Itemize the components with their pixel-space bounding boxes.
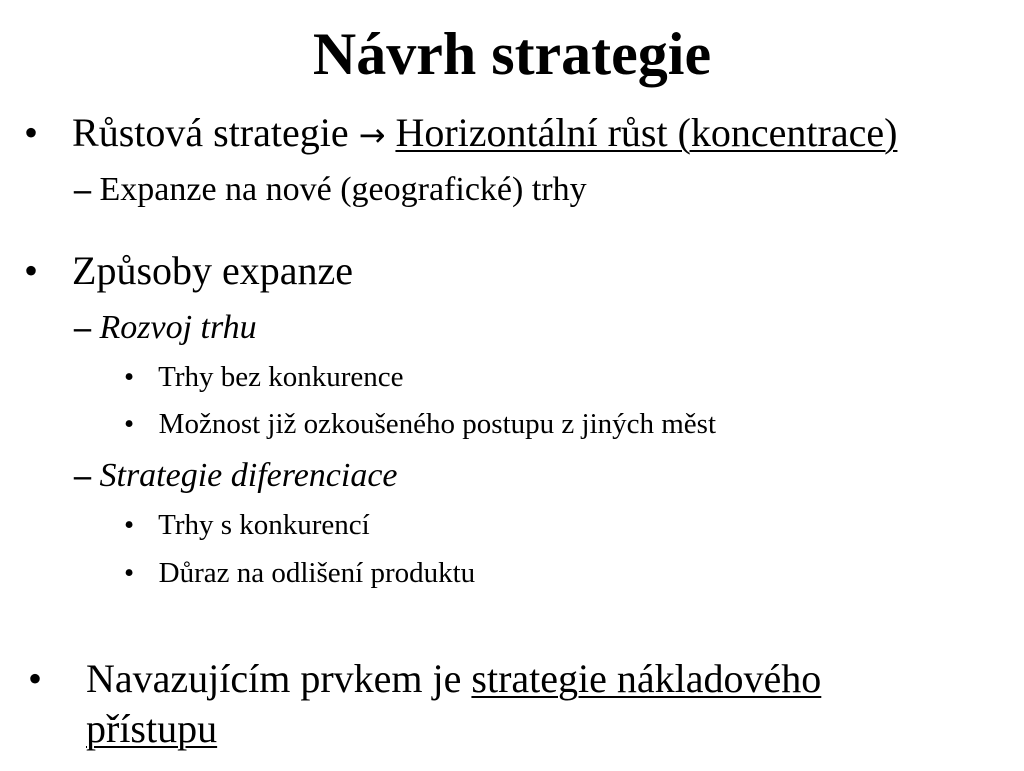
item-text: Důraz na odlišení produktu [158, 557, 476, 589]
bullet-2 [24, 248, 353, 294]
bullet-2-text: Způsoby expanze [72, 248, 354, 293]
bullet-1-link: Horizontální růst (koncentrace) [395, 110, 898, 155]
small-bullet-marker: • [124, 408, 135, 440]
bullet-1-sub [74, 170, 587, 210]
bullet-1-sub-text: Expanze na nové (geografické) trhy [99, 171, 587, 208]
arrow-right-icon: → [358, 116, 386, 154]
bullet-3-marker-row [28, 656, 42, 702]
bullet-marker: • [24, 110, 39, 155]
bullet-1 [24, 110, 897, 158]
bullet-1-text: Růstová strategie [72, 110, 349, 155]
small-bullet-marker: • [124, 361, 135, 393]
bullet-3-text: Navazujícím prvkem je [86, 656, 462, 701]
bullet-2-sub-2-item-2 [124, 556, 475, 590]
item-text: Trhy s konkurencí [158, 509, 370, 541]
bullet-2-sub-1 [74, 308, 257, 348]
small-bullet-marker: • [124, 509, 135, 541]
dash-marker: – [74, 309, 91, 346]
slide-title: Návrh strategie [312, 21, 712, 87]
bullet-2-sub-1-text: Rozvoj trhu [99, 309, 257, 346]
dash-marker: – [74, 457, 91, 494]
item-text: Trhy bez konkurence [158, 361, 404, 393]
bullet-marker: • [28, 656, 43, 701]
bullet-2-sub-2-text: Strategie diferenciace [99, 457, 398, 494]
bullet-2-sub-2 [74, 456, 398, 496]
bullet-3-line-2 [86, 706, 217, 752]
bullet-2-sub-2-item-1 [124, 508, 370, 542]
dash-marker: – [74, 171, 91, 208]
bullet-2-sub-1-item-2 [124, 407, 716, 441]
bullet-marker: • [24, 248, 39, 293]
item-text: Možnost již ozkoušeného postupu z jiných měst [158, 408, 717, 440]
bullet-3-link-line-1: strategie nákladového [471, 656, 822, 701]
small-bullet-marker: • [124, 557, 135, 589]
bullet-3 [86, 656, 821, 702]
bullet-2-sub-1-item-1 [124, 360, 404, 394]
bullet-3-link-line-2: přístupu [86, 706, 218, 751]
